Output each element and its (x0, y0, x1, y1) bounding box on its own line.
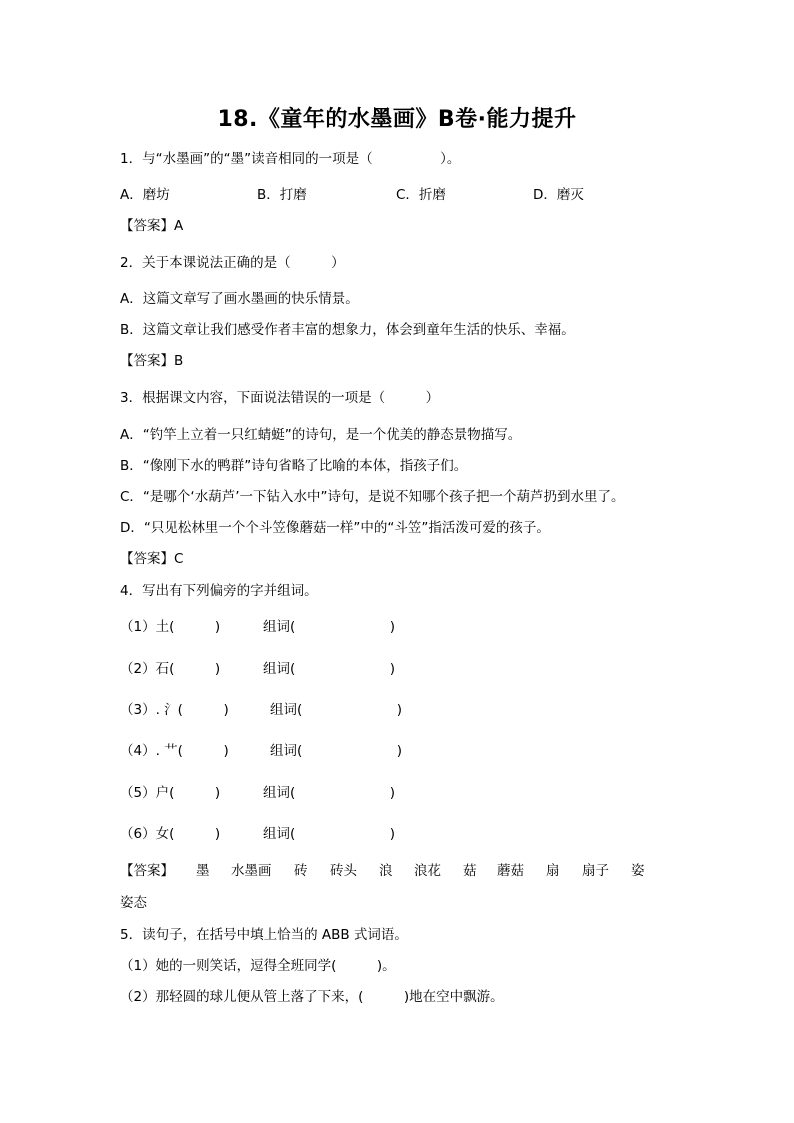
question-3-stem: 3．根据课文内容，下面说法错误的一项是（ ） (120, 390, 440, 406)
question-1-stem: 1．与“水墨画”的“墨”读音相同的一项是（ ）。 (120, 151, 461, 167)
question-3-option-d: D．“只见松林里一个个斗笠像蘑菇一样”中的“斗笠”指活泼可爱的孩子。 (120, 520, 550, 536)
question-4-answer-word: 扇 (546, 863, 560, 879)
question-4-item-word: 组词( ) (263, 619, 396, 635)
question-3-answer: 【答案】C (120, 551, 184, 567)
question-4-answer-word: 姿 (631, 863, 645, 879)
question-2-stem: 2．关于本课说法正确的是（ ） (120, 255, 345, 271)
question-2-option-b: B．这篇文章让我们感受作者丰富的想象力，体会到童年生活的快乐、幸福。 (120, 322, 575, 338)
question-4-item-word: 组词( ) (270, 743, 403, 759)
question-4-item-word: 组词( ) (263, 661, 396, 677)
question-4-answer-word: 菇 (463, 863, 477, 879)
question-1-option-d: D．磨灭 (533, 187, 584, 203)
question-1-option-b: B．打磨 (257, 187, 307, 203)
question-4-answer-word: 扇子 (582, 863, 609, 879)
question-4-answer-continuation: 姿态 (120, 895, 147, 911)
question-4-item-word: 组词( ) (263, 785, 396, 801)
question-4-item-label: （1）土( ) (120, 619, 221, 635)
question-2-option-a: A．这篇文章写了画水墨画的快乐情景。 (120, 291, 359, 307)
question-3-option-c: C．“是哪个‘水葫芦’一下钻入水中”诗句，是说不知哪个孩子把一个葫芦扔到水里了。 (120, 489, 625, 505)
question-4-item-label: （4）. 艹( ) (120, 743, 229, 759)
question-2-answer: 【答案】B (120, 353, 184, 369)
question-4-answer-word: 水墨画 (231, 863, 272, 879)
question-4-stem: 4．写出有下列偏旁的字并组词。 (120, 583, 318, 599)
question-5-stem: 5．读句子，在括号中填上恰当的 ABB 式词语。 (120, 927, 408, 943)
question-3-option-b: B．“像刚下水的鸭群”诗句省略了比喻的本体，指孩子们。 (120, 458, 468, 474)
question-1-option-c: C．折磨 (396, 187, 446, 203)
question-4-answer-word: 墨 (196, 863, 210, 879)
question-4-answer-word: 浪 (379, 863, 393, 879)
question-4-answer-word: 砖 (294, 863, 308, 879)
question-1-answer: 【答案】A (120, 218, 184, 234)
question-5-item: （2）那轻圆的球儿便从管上落了下来，( )地在空中飘游。 (120, 989, 504, 1005)
question-3-option-a: A．“钓竿上立着一只红蜻蜓”的诗句，是一个优美的静态景物描写。 (120, 427, 522, 443)
question-4-answer-label: 【答案】 (120, 863, 174, 879)
question-4-item-label: （3）. 氵( ) (120, 702, 229, 718)
question-4-item-label: （6）女( ) (120, 826, 221, 842)
question-4-item-label: （2）石( ) (120, 661, 221, 677)
question-4-item-word: 组词( ) (270, 702, 403, 718)
page-title: 18.《童年的水墨画》B卷·能力提升 (217, 107, 577, 132)
question-5-item: （1）她的一则笑话，逗得全班同学( )。 (120, 958, 396, 974)
question-4-answer-word: 浪花 (414, 863, 441, 879)
question-1-option-a: A．磨坊 (120, 187, 170, 203)
question-4-item-word: 组词( ) (263, 826, 396, 842)
question-4-item-label: （5）户( ) (120, 785, 221, 801)
question-4-answer-word: 砖头 (330, 863, 357, 879)
question-4-answer-word: 蘑菇 (497, 863, 524, 879)
